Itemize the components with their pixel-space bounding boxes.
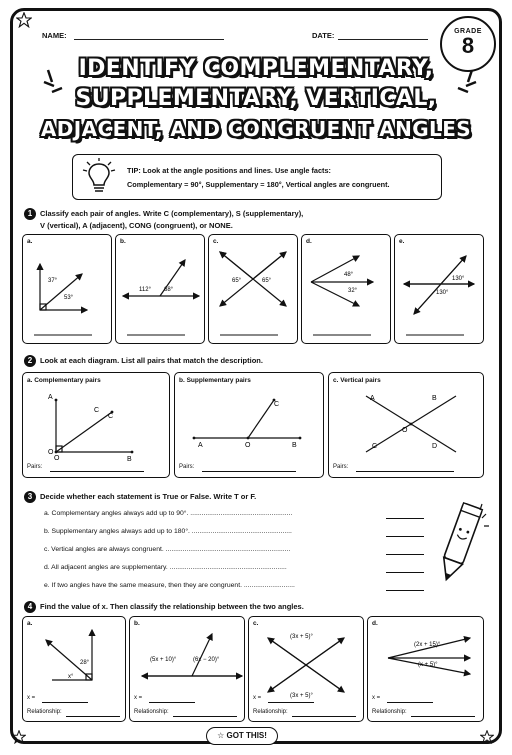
point-label: O xyxy=(245,442,251,449)
pairs-label: Pairs: xyxy=(179,464,195,470)
problem-1b-label: b. xyxy=(120,238,126,245)
point-label: C xyxy=(274,401,280,408)
problem-4d-label: d. xyxy=(372,620,378,627)
tf-answer-field[interactable] xyxy=(386,572,424,573)
title-line-3: ADJACENT, AND CONGRUENT ANGLES xyxy=(40,117,472,141)
point-label: O xyxy=(48,449,54,456)
tf-answer-field[interactable] xyxy=(386,536,424,537)
pencil-icon xyxy=(430,496,490,588)
point-label: B xyxy=(127,456,132,463)
angle-label: 68° xyxy=(164,287,174,293)
point-label: B xyxy=(292,442,297,449)
title-line-1: IDENTIFY COMPLEMENTARY, xyxy=(78,56,434,81)
pairs-answer-field[interactable] xyxy=(356,471,454,472)
angle-label: 130° xyxy=(436,290,449,296)
angle-label: 48° xyxy=(344,272,354,278)
tf-answer-field[interactable] xyxy=(386,590,424,591)
point-label: C xyxy=(372,443,378,450)
point-label: C xyxy=(108,413,114,420)
relationship-label: Relationship: xyxy=(27,709,62,715)
x-answer-field[interactable] xyxy=(42,702,88,703)
diagram-1a xyxy=(40,264,87,310)
section-2-instruction: 2 Look at each diagram. List all pairs that match the description. xyxy=(24,355,263,367)
page-title xyxy=(30,54,482,144)
section-number: 3 xyxy=(24,491,36,503)
title-line-2: SUPPLEMENTARY, VERTICAL, xyxy=(75,86,437,111)
grade-label: GRADE xyxy=(454,28,482,35)
statement: b. Supplementary angles always add up to 180°. ..................................................... xyxy=(44,528,292,535)
section-1-diagrams xyxy=(22,234,484,344)
problem-4c-label: c. xyxy=(253,620,259,627)
tip-line-1: TIP: Look at the angle positions and lines. Use angle facts: xyxy=(127,166,331,175)
problem-1e-label: e. xyxy=(399,238,405,245)
section-number: 4 xyxy=(24,601,36,613)
diagram-1c xyxy=(220,252,286,306)
relationship-label: Relationship: xyxy=(253,709,288,715)
tf-answer-field[interactable] xyxy=(386,554,424,555)
angle-label: 53° xyxy=(64,295,74,301)
star-icon xyxy=(480,730,494,744)
got-this-badge xyxy=(206,727,278,745)
star-icon: ☆ xyxy=(217,731,225,740)
panel-2a-label: a. Complementary pairs xyxy=(27,377,101,384)
section-4-instruction: 4 Find the value of x. Then classify the relationship between the two angles. xyxy=(24,601,304,613)
relationship-label: Relationship: xyxy=(372,709,407,715)
x-label: x = xyxy=(27,695,36,701)
date-label: DATE: xyxy=(312,31,335,40)
angle-label: (2x + 15)° xyxy=(414,642,441,648)
point-label: B xyxy=(432,395,437,402)
point-label: A xyxy=(198,442,203,449)
section-4-diagrams xyxy=(22,616,484,722)
pairs-label: Pairs: xyxy=(27,464,43,470)
relationship-answer-field[interactable] xyxy=(173,716,237,717)
star-icon xyxy=(12,730,26,744)
badge-text: GOT THIS! xyxy=(226,731,267,740)
date-field[interactable] xyxy=(338,39,428,40)
diagram-1e xyxy=(404,256,474,314)
grade-number: 8 xyxy=(461,33,475,58)
lightbulb-icon xyxy=(79,158,119,196)
angle-label: 32° xyxy=(348,288,358,294)
x-label: x = xyxy=(253,695,262,701)
section-number: 1 xyxy=(24,208,36,220)
pairs-answer-field[interactable] xyxy=(202,471,296,472)
statement: e. If two angles have the same measure, then they are congruent. ........................... xyxy=(44,582,295,589)
section-3-instruction: 3 Decide whether each statement is True or False. Write T or F. xyxy=(24,491,256,503)
panel-2c-label: c. Vertical pairs xyxy=(333,377,381,384)
name-field[interactable] xyxy=(74,39,224,40)
relationship-answer-field[interactable] xyxy=(66,716,120,717)
point-label: C xyxy=(94,407,100,414)
diagram-1d xyxy=(311,256,373,306)
point-label: A xyxy=(370,395,375,402)
angle-label: 112° xyxy=(139,287,151,293)
x-answer-field[interactable] xyxy=(149,702,195,703)
problem-4a-label: a. xyxy=(27,620,33,627)
section-2-diagrams xyxy=(22,372,484,478)
angle-label: (3x + 5)° xyxy=(290,693,313,699)
angle-label: x° xyxy=(68,674,74,680)
angle-label: (3x + 5)° xyxy=(290,634,313,640)
angle-label: 28° xyxy=(80,660,90,666)
star-icon xyxy=(16,12,32,28)
tf-answer-field[interactable] xyxy=(386,518,424,519)
point-label: A xyxy=(48,394,53,401)
angle-label: (x + 5)° xyxy=(418,662,438,668)
x-answer-field[interactable] xyxy=(268,702,314,703)
x-label: x = xyxy=(372,695,381,701)
relationship-label: Relationship: xyxy=(134,709,169,715)
statement: d. All adjacent angles are supplementary. .............................................................. xyxy=(44,564,287,571)
point-label: O xyxy=(54,455,60,462)
tip-line-2: Complementary = 90°, Supplementary = 180°, Vertical angles are congruent. xyxy=(127,180,390,189)
angle-label: 130° xyxy=(452,276,465,282)
problem-1c-label: c. xyxy=(213,238,219,245)
x-answer-field[interactable] xyxy=(387,702,433,703)
angle-label: (5x + 10)° xyxy=(150,657,177,663)
angle-label: 65° xyxy=(262,278,272,284)
name-label: NAME: xyxy=(42,31,67,40)
angle-label: 37° xyxy=(48,278,58,284)
section-1-instruction: 1 Classify each pair of angles. Write C (complementary), S (supplementary), V (vertical), A (adjacent), CONG (congruent), or NONE. xyxy=(24,208,303,231)
diagram-1b xyxy=(123,260,199,296)
pairs-answer-field[interactable] xyxy=(50,471,144,472)
true-false-list xyxy=(14,506,434,598)
problem-1a-label: a. xyxy=(27,238,33,245)
x-label: x = xyxy=(134,695,143,701)
relationship-answer-field[interactable] xyxy=(292,716,356,717)
statement: a. Complementary angles always add up to 90°. ...................................................... xyxy=(44,510,293,517)
relationship-answer-field[interactable] xyxy=(411,716,475,717)
section-number: 2 xyxy=(24,355,36,367)
panel-2b-label: b. Supplementary pairs xyxy=(179,377,251,384)
problem-4b-label: b. xyxy=(134,620,140,627)
point-label: D xyxy=(432,443,438,450)
statement: c. Vertical angles are always congruent. .................................................................. xyxy=(44,546,291,553)
problem-1d-label: d. xyxy=(306,238,312,245)
point-label: O xyxy=(402,427,408,434)
tip-box xyxy=(72,154,442,200)
angle-label: 65° xyxy=(232,278,242,284)
angle-label: (6x − 20)° xyxy=(193,657,220,663)
pairs-label: Pairs: xyxy=(333,464,349,470)
